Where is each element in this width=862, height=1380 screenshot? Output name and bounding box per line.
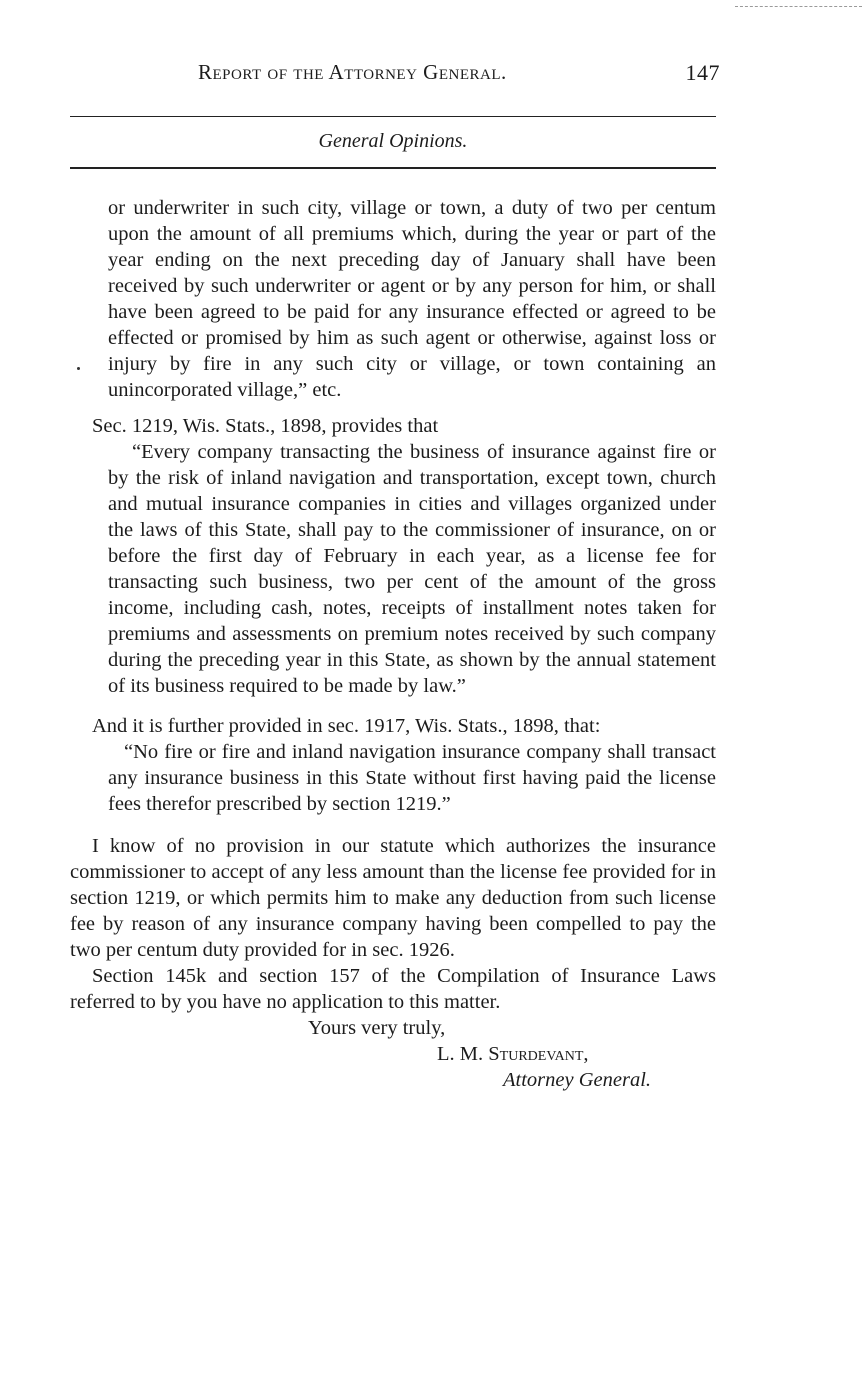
page-body (70, 195, 716, 1093)
header-rule-bottom (70, 167, 716, 169)
intro-sec-1219: Sec. 1219, Wis. Stats., 1898, provides that (92, 415, 439, 437)
quoted-sec-1219: “Every company transacting the business of insurance against fire or by the risk of inland navigation and transportation, except town, church and mutual insurance companies in cities and villages organized under the laws of this State, shall pay to the commissioner of insurance, on or before the first day of February in each year, as a license fee for transacting such business, two per cent of the amount of the gross income, including cash, notes, receipts of installment notes taken for premiums and assessments on premium notes received by such company during the preceding year in this State, as shown by the annual statement of its business required to be made by law.” (108, 441, 716, 697)
salutation: Yours very truly, (308, 1017, 446, 1039)
opinion-paragraph: I know of no provision in our statute which authorizes the insurance commissioner to accept of any less amount than the license fee provided for in section 1219, or which permits him to make any deduction from such license fee by reason of any insurance company having been compelled to pay the two per centum duty provided for in sec. 1926. (70, 835, 716, 961)
intro-sec-1917: And it is further provided in sec. 1917, Wis. Stats., 1898, that: (92, 715, 601, 737)
page-number: 147 (685, 60, 720, 85)
quoted-statute-continuation: or underwriter in such city, village or town, a duty of two per centum upon the amount of all premiums which, during the year or part of the year ending on the next preceding day of January shall have been received by such underwriter or agent or by any person for him, or shall have been agreed to be paid for any insurance effected or agreed to be effected or promised by him as such agent or otherwise, against loss or injury by fire in any such city or village, or town containing an unincorporated village,” etc. (108, 197, 716, 401)
header-rule-top (70, 116, 716, 117)
compilation-paragraph: Section 145k and section 157 of the Compilation of Insurance Laws referred to by you have no application to this matter. (70, 965, 716, 1013)
signer-name: L. M. Sturdevant, (437, 1043, 589, 1065)
page-header (190, 60, 720, 90)
quoted-sec-1917: “No fire or fire and inland navigation insurance company shall transact any insurance business in this State without first having paid the license fees therefor prescribed by section 1219.” (108, 741, 716, 815)
running-title: Report of the Attorney General. (198, 60, 507, 84)
scan-edge-mark (735, 6, 862, 7)
section-heading: General Opinions. (318, 130, 468, 152)
letter-closing (70, 1015, 716, 1093)
signer-title: Attorney General. (503, 1069, 652, 1091)
